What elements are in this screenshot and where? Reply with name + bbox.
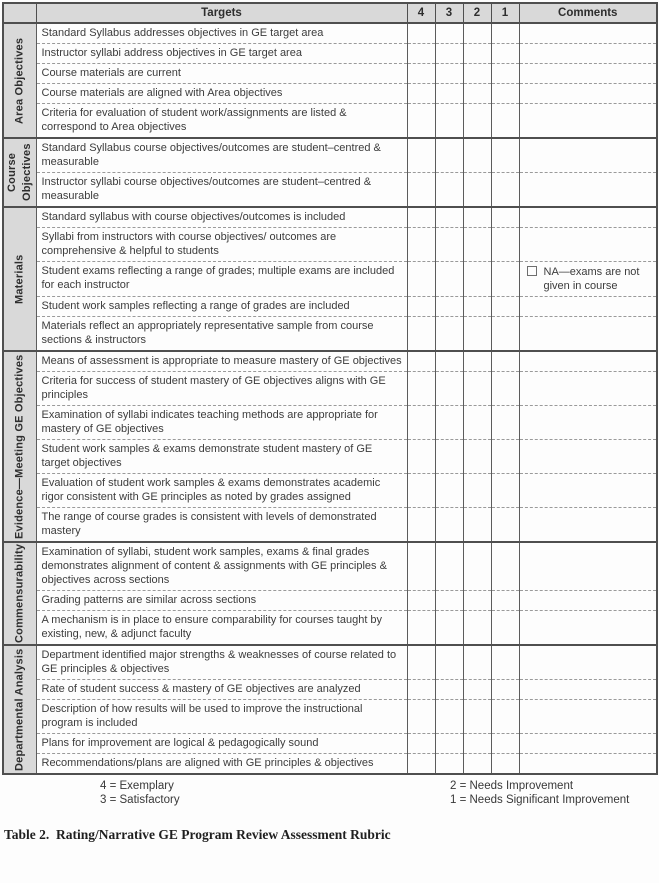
rating-cell-2 (463, 44, 491, 64)
section-label-text: Area Objectives (13, 37, 26, 124)
table-row (3, 207, 657, 228)
rating-cell-1 (491, 317, 519, 352)
rating-cell-3 (435, 138, 463, 173)
rating-cell-2 (463, 317, 491, 352)
target-cell: Course materials are current (36, 64, 407, 84)
corner-cell (3, 3, 36, 23)
rating-cell-3 (435, 611, 463, 646)
rating-cell-2 (463, 474, 491, 508)
table-row (3, 262, 657, 297)
rating-cell-4 (407, 173, 435, 208)
rating-cell-4 (407, 440, 435, 474)
target-cell: Description of how results will be used to improve the instructional program is included (36, 700, 407, 734)
rating-cell-3 (435, 440, 463, 474)
rating-cell-1 (491, 44, 519, 64)
rating-cell-4 (407, 64, 435, 84)
target-cell: Examination of syllabi indicates teaching methods are appropriate for mastery of GE objectives (36, 406, 407, 440)
rating-cell-2 (463, 64, 491, 84)
legend-item: 2 = Needs Improvement (450, 780, 574, 792)
table-row (3, 64, 657, 84)
table-row (3, 474, 657, 508)
table-row (3, 645, 657, 680)
rating-cell-1 (491, 754, 519, 775)
rating-cell-4 (407, 317, 435, 352)
section-label-text: Departmental Analysis (13, 648, 26, 771)
rating-cell-4 (407, 611, 435, 646)
rating-cell-4 (407, 228, 435, 262)
rating-cell-1 (491, 474, 519, 508)
rating-cell-1 (491, 645, 519, 680)
rating-cell-1 (491, 542, 519, 591)
col-header-targets: Targets (36, 3, 407, 23)
rating-cell-3 (435, 700, 463, 734)
rating-cell-1 (491, 64, 519, 84)
table-row (3, 508, 657, 543)
rating-cell-2 (463, 138, 491, 173)
rating-cell-3 (435, 104, 463, 139)
table-row (3, 680, 657, 700)
rubric-table (2, 2, 658, 775)
target-cell: Evaluation of student work samples & exams demonstrates academic rigor consistent with GE principles as noted by grades assigned (36, 474, 407, 508)
target-cell: Materials reflect an appropriately representative sample from course sections & instructors (36, 317, 407, 352)
rating-cell-1 (491, 228, 519, 262)
comment-cell (519, 64, 657, 84)
rating-cell-2 (463, 104, 491, 139)
section-label-cell (3, 138, 36, 207)
rating-cell-4 (407, 207, 435, 228)
rating-cell-3 (435, 508, 463, 543)
target-cell: Department identified major strengths & weaknesses of course related to GE principles & objectives (36, 645, 407, 680)
comment-cell (519, 138, 657, 173)
rating-cell-2 (463, 542, 491, 591)
target-cell: Means of assessment is appropriate to measure mastery of GE objectives (36, 351, 407, 372)
legend-left-column (100, 779, 180, 807)
rating-cell-2 (463, 173, 491, 208)
rating-cell-3 (435, 228, 463, 262)
rating-cell-3 (435, 680, 463, 700)
table-row (3, 754, 657, 775)
target-cell: Criteria for success of student mastery of GE objectives aligns with GE principles (36, 372, 407, 406)
table-row (3, 591, 657, 611)
table-row (3, 138, 657, 173)
table-row (3, 611, 657, 646)
comment-cell (519, 84, 657, 104)
target-cell: Standard Syllabus course objectives/outcomes are student–centred & measurable (36, 138, 407, 173)
table-row (3, 406, 657, 440)
rating-cell-3 (435, 44, 463, 64)
na-checkbox-icon[interactable] (527, 266, 537, 276)
target-cell: Standard syllabus with course objectives/outcomes is included (36, 207, 407, 228)
rating-cell-1 (491, 372, 519, 406)
rating-cell-3 (435, 23, 463, 44)
rating-cell-2 (463, 645, 491, 680)
rating-cell-3 (435, 351, 463, 372)
rating-cell-2 (463, 508, 491, 543)
rating-cell-3 (435, 297, 463, 317)
table-row (3, 173, 657, 208)
rating-cell-3 (435, 207, 463, 228)
table-row (3, 297, 657, 317)
rating-cell-3 (435, 406, 463, 440)
comment-cell (519, 440, 657, 474)
target-cell: The range of course grades is consistent with levels of demonstrated mastery (36, 508, 407, 543)
comment-cell (519, 474, 657, 508)
comment-cell (519, 700, 657, 734)
target-cell: Criteria for evaluation of student work/assignments are listed & correspond to Area objectives (36, 104, 407, 139)
comment-cell (519, 173, 657, 208)
comment-cell (519, 754, 657, 775)
rating-cell-4 (407, 754, 435, 775)
rating-legend (0, 779, 659, 811)
rating-cell-1 (491, 591, 519, 611)
section-label-text: Evidence—Meeting GE Objectives (13, 354, 26, 539)
rating-cell-1 (491, 406, 519, 440)
target-cell: Instructor syllabi address objectives in GE target area (36, 44, 407, 64)
rating-cell-2 (463, 84, 491, 104)
rating-cell-4 (407, 474, 435, 508)
rating-cell-3 (435, 262, 463, 297)
comment-cell (519, 406, 657, 440)
section-label-text: Course Objectives (5, 143, 33, 202)
rating-cell-4 (407, 104, 435, 139)
comment-cell (519, 23, 657, 44)
rating-cell-1 (491, 351, 519, 372)
rating-cell-1 (491, 734, 519, 754)
rating-cell-2 (463, 440, 491, 474)
rating-cell-2 (463, 351, 491, 372)
rating-cell-4 (407, 645, 435, 680)
table-row (3, 44, 657, 64)
header-row (3, 3, 657, 23)
rating-cell-1 (491, 262, 519, 297)
target-cell: Plans for improvement are logical & pedagogically sound (36, 734, 407, 754)
rating-cell-2 (463, 207, 491, 228)
comment-cell (519, 207, 657, 228)
rating-cell-3 (435, 372, 463, 406)
comment-cell (519, 297, 657, 317)
legend-item: 1 = Needs Significant Improvement (450, 794, 630, 806)
rating-cell-1 (491, 611, 519, 646)
rating-cell-4 (407, 262, 435, 297)
rating-cell-3 (435, 84, 463, 104)
table-row (3, 734, 657, 754)
target-cell: Student exams reflecting a range of grades; multiple exams are included for each instructor (36, 262, 407, 297)
rating-cell-1 (491, 440, 519, 474)
rating-cell-4 (407, 508, 435, 543)
rating-cell-1 (491, 138, 519, 173)
target-cell: Standard Syllabus addresses objectives in GE target area (36, 23, 407, 44)
target-cell: Course materials are aligned with Area objectives (36, 84, 407, 104)
col-header-comments: Comments (519, 3, 657, 23)
table-row (3, 23, 657, 44)
rating-cell-3 (435, 64, 463, 84)
legend-item: 3 = Satisfactory (100, 794, 180, 806)
rating-cell-2 (463, 406, 491, 440)
rating-cell-4 (407, 372, 435, 406)
comment-cell (519, 508, 657, 543)
table-row (3, 317, 657, 352)
table-row (3, 228, 657, 262)
rating-cell-4 (407, 542, 435, 591)
rating-cell-1 (491, 173, 519, 208)
table-row (3, 372, 657, 406)
rating-cell-1 (491, 700, 519, 734)
comment-cell (519, 317, 657, 352)
rating-cell-2 (463, 262, 491, 297)
comment-cell (519, 680, 657, 700)
rating-cell-4 (407, 138, 435, 173)
rating-cell-3 (435, 645, 463, 680)
rating-cell-1 (491, 508, 519, 543)
rating-cell-3 (435, 591, 463, 611)
rating-cell-4 (407, 44, 435, 64)
target-cell: Instructor syllabi course objectives/outcomes are student–centred & measurable (36, 173, 407, 208)
rating-cell-3 (435, 474, 463, 508)
section-label-cell (3, 645, 36, 774)
target-cell: Rate of student success & mastery of GE objectives are analyzed (36, 680, 407, 700)
section-label-text: Commensurability (13, 543, 26, 644)
target-cell: Student work samples reflecting a range of grades are included (36, 297, 407, 317)
section-label-text: Materials (13, 254, 26, 304)
rating-cell-4 (407, 406, 435, 440)
section-label-cell (3, 351, 36, 542)
rating-cell-2 (463, 23, 491, 44)
rating-cell-3 (435, 317, 463, 352)
rating-cell-2 (463, 680, 491, 700)
rating-cell-4 (407, 23, 435, 44)
rubric-body (3, 23, 657, 774)
col-header-rating-1: 1 (491, 3, 519, 23)
rating-cell-1 (491, 23, 519, 44)
rating-cell-4 (407, 734, 435, 754)
rating-cell-1 (491, 84, 519, 104)
section-label-cell (3, 542, 36, 645)
comment-cell (519, 104, 657, 139)
rating-cell-1 (491, 104, 519, 139)
section-label-cell (3, 23, 36, 138)
comment-text: NA—exams are not given in course (543, 266, 640, 292)
table-row (3, 84, 657, 104)
comment-cell (519, 262, 657, 297)
target-cell: Examination of syllabi, student work samples, exams & final grades demonstrates alignment of content & assignments with GE principles & objectives across sections (36, 542, 407, 591)
legend-right-column (450, 779, 629, 807)
rating-cell-2 (463, 611, 491, 646)
table-row (3, 542, 657, 591)
target-cell: Syllabi from instructors with course objectives/ outcomes are comprehensive & helpful to students (36, 228, 407, 262)
table-row (3, 700, 657, 734)
col-header-rating-2: 2 (463, 3, 491, 23)
rating-cell-2 (463, 591, 491, 611)
rating-cell-3 (435, 542, 463, 591)
rating-cell-1 (491, 680, 519, 700)
table-row (3, 104, 657, 139)
target-cell: Recommendations/plans are aligned with GE principles & objectives (36, 754, 407, 775)
rating-cell-4 (407, 84, 435, 104)
rating-cell-3 (435, 173, 463, 208)
section-label-cell (3, 207, 36, 351)
legend-item: 4 = Exemplary (100, 780, 174, 792)
comment-cell (519, 542, 657, 591)
rating-cell-2 (463, 734, 491, 754)
rating-cell-1 (491, 207, 519, 228)
rating-cell-4 (407, 297, 435, 317)
target-cell: Grading patterns are similar across sections (36, 591, 407, 611)
table-row (3, 351, 657, 372)
table-row (3, 440, 657, 474)
rating-cell-4 (407, 680, 435, 700)
rating-cell-3 (435, 754, 463, 775)
comment-cell (519, 44, 657, 64)
col-header-rating-4: 4 (407, 3, 435, 23)
rating-cell-2 (463, 700, 491, 734)
col-header-rating-3: 3 (435, 3, 463, 23)
target-cell: Student work samples & exams demonstrate student mastery of GE target objectives (36, 440, 407, 474)
rating-cell-2 (463, 297, 491, 317)
comment-cell (519, 645, 657, 680)
rating-cell-1 (491, 297, 519, 317)
comment-cell (519, 351, 657, 372)
comment-cell (519, 734, 657, 754)
comment-cell (519, 591, 657, 611)
comment-cell (519, 372, 657, 406)
target-cell: A mechanism is in place to ensure comparability for courses taught by existing, new, & adjunct faculty (36, 611, 407, 646)
rating-cell-2 (463, 754, 491, 775)
rating-cell-2 (463, 228, 491, 262)
table-caption: Table 2. Rating/Narrative GE Program Review Assessment Rubric (4, 827, 391, 842)
rating-cell-3 (435, 734, 463, 754)
rating-cell-4 (407, 700, 435, 734)
rating-cell-2 (463, 372, 491, 406)
rating-cell-4 (407, 351, 435, 372)
comment-cell (519, 228, 657, 262)
comment-cell (519, 611, 657, 646)
rating-cell-4 (407, 591, 435, 611)
